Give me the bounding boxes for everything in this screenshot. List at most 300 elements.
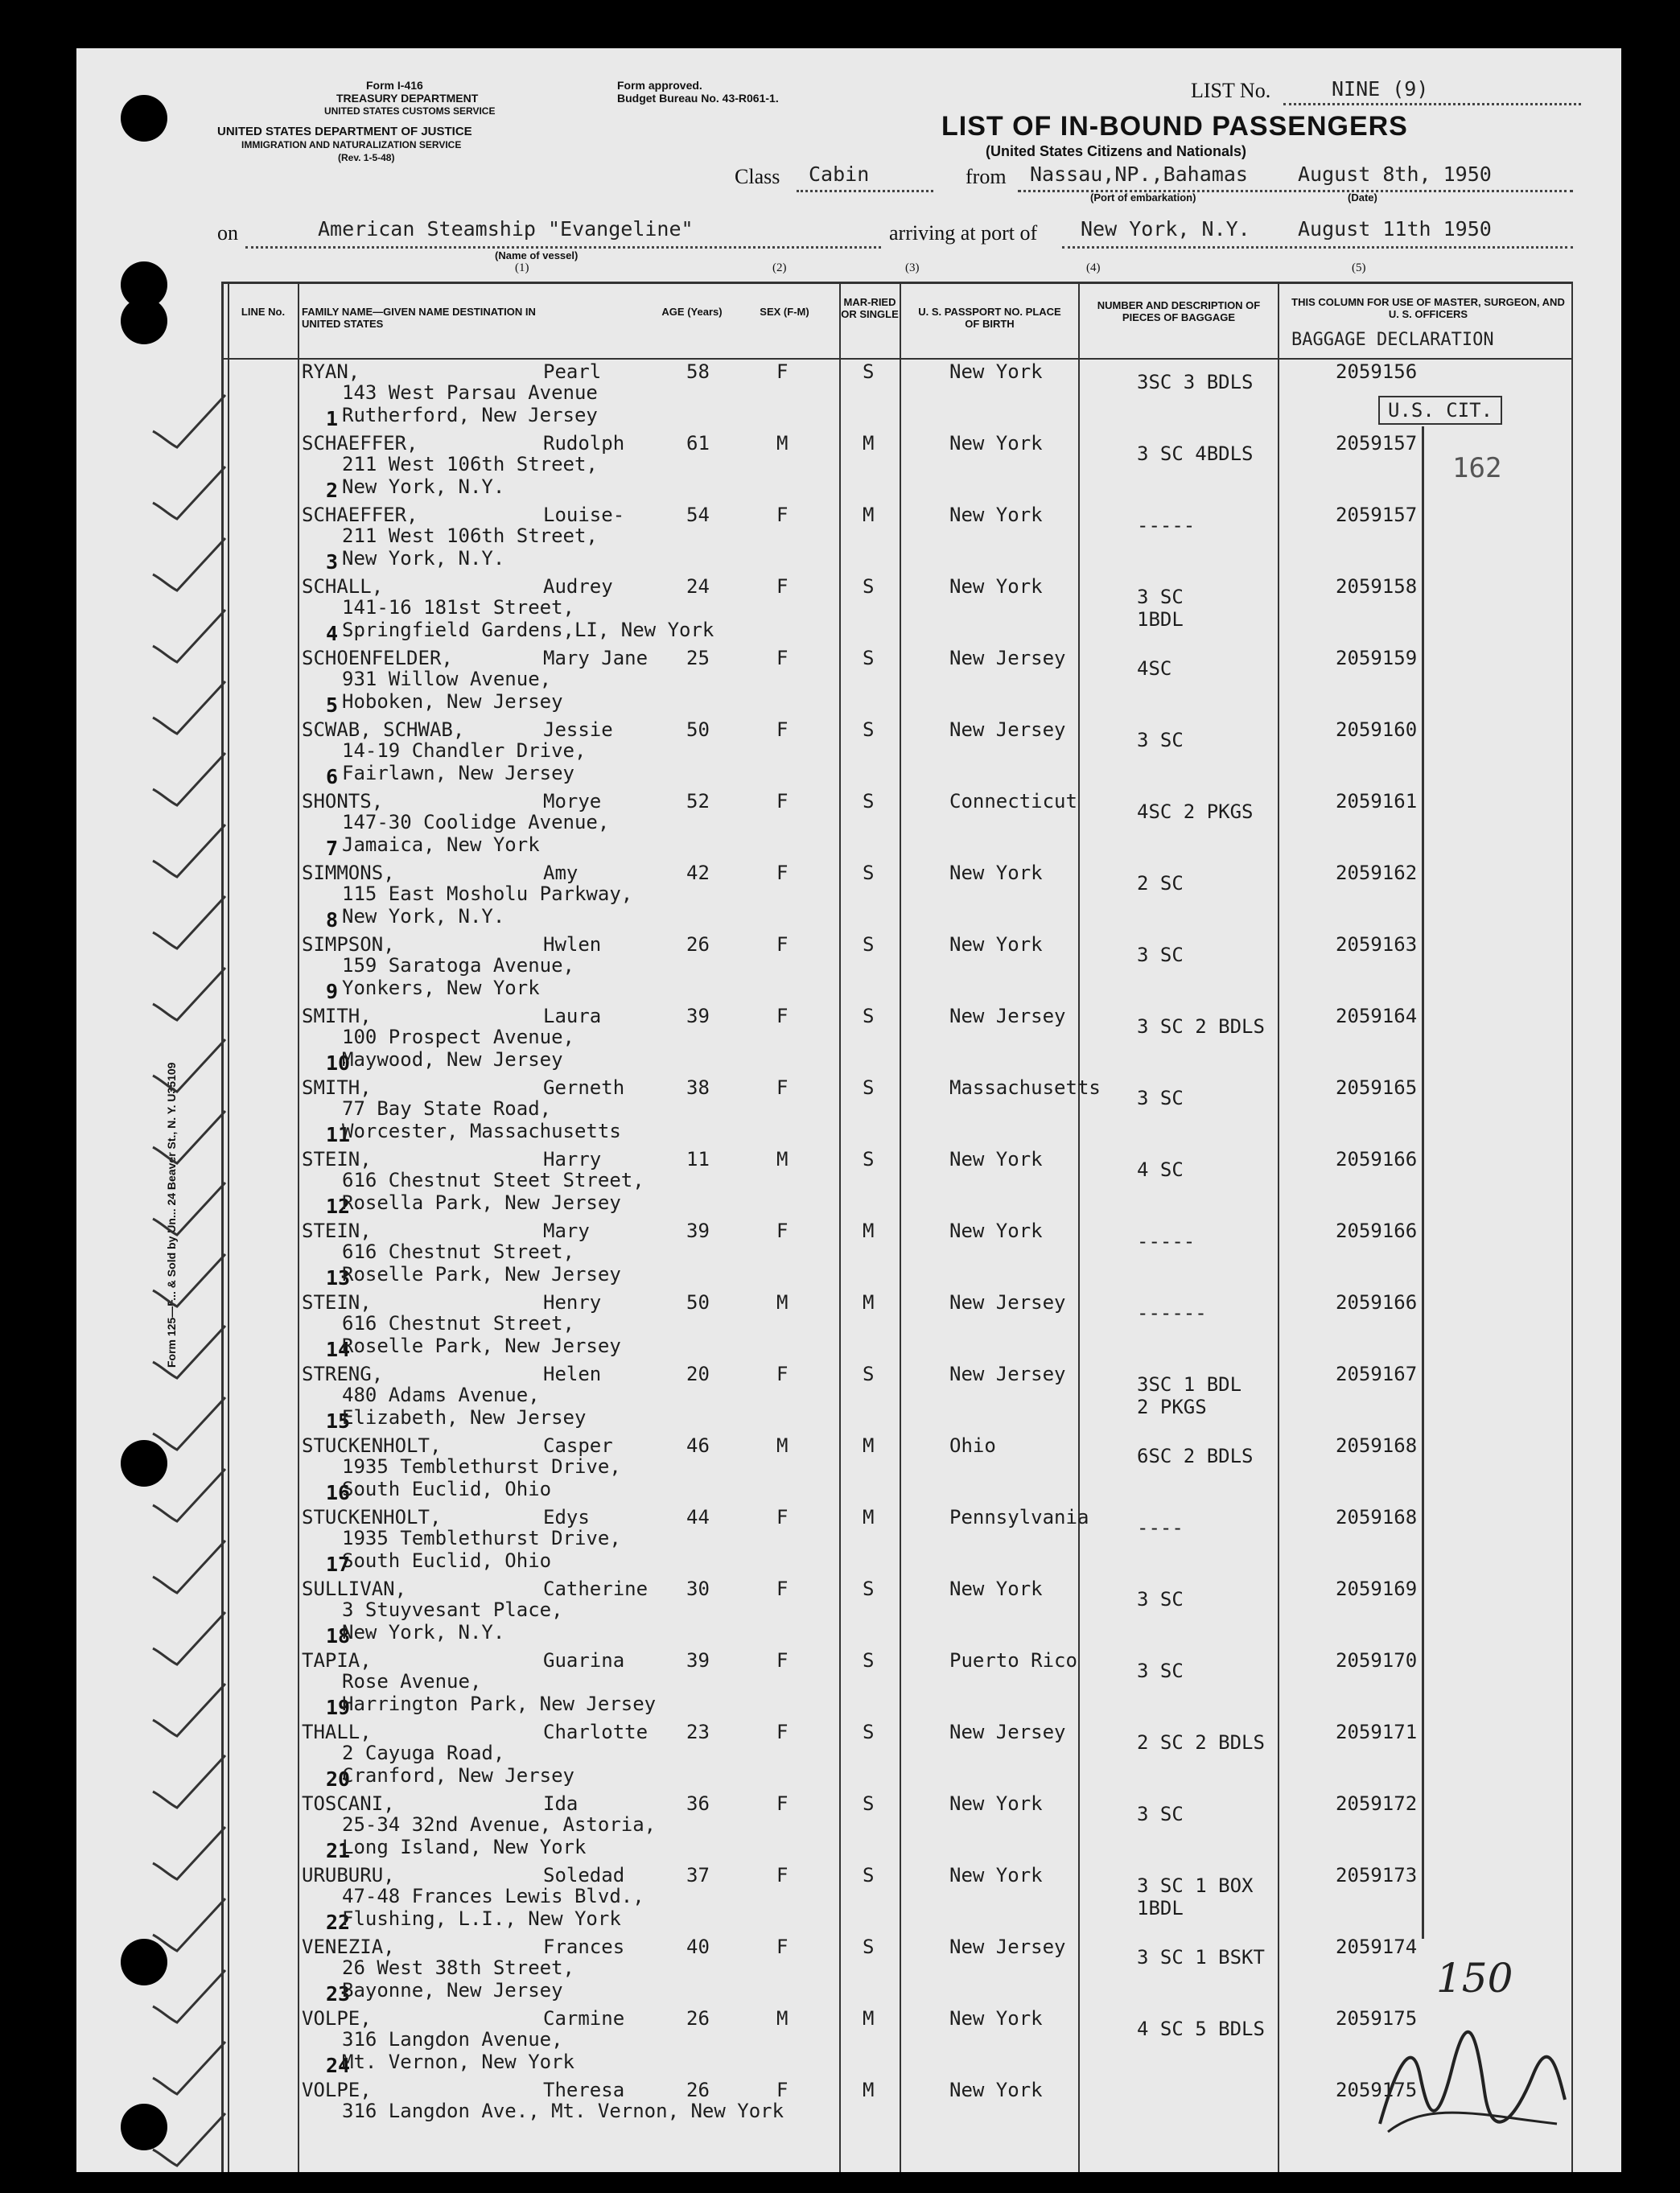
marital-status: S <box>863 647 875 669</box>
given-name: Morye <box>543 790 602 813</box>
sex-value: F <box>776 862 789 884</box>
marital-status: S <box>863 790 875 813</box>
marital-status: S <box>863 575 875 598</box>
sex-value: M <box>776 1434 789 1457</box>
col-num: (5) <box>1352 261 1366 274</box>
declaration-number: 2059169 <box>1336 1578 1418 1600</box>
check-mark-icon <box>145 1895 233 1959</box>
check-mark-icon <box>145 1250 233 1315</box>
check-mark-icon <box>145 463 233 527</box>
check-mark-icon <box>145 964 233 1028</box>
class-value: Cabin <box>809 163 870 186</box>
col-header-line: LINE No. <box>241 306 286 318</box>
arriving-label: arriving at port of <box>889 221 1038 245</box>
place-of-birth: New Jersey <box>949 1936 1066 1958</box>
sex-value: F <box>776 1792 789 1815</box>
marital-status: M <box>863 432 875 455</box>
age-value: 40 <box>686 1936 710 1958</box>
marital-status: S <box>863 1864 875 1886</box>
declaration-number: 2059160 <box>1336 718 1418 741</box>
line-number: 19 <box>326 1696 351 1719</box>
given-name: Rudolph <box>543 432 625 455</box>
form-page <box>76 48 1621 2172</box>
marital-status: S <box>863 1005 875 1027</box>
address-line: 26 West 38th Street, <box>342 1956 574 1979</box>
col-num: (1) <box>515 261 529 274</box>
line-number: 10 <box>326 1051 351 1075</box>
address-line: 77 Bay State Road, <box>342 1097 552 1120</box>
table-row <box>221 1576 1573 1648</box>
ins-service: IMMIGRATION AND NATURALIZATION SERVICE <box>241 139 462 150</box>
baggage-desc: 3 SC <box>1137 586 1184 608</box>
address-line: 1935 Temblethurst Drive, <box>342 1455 621 1478</box>
baggage-desc: 3 SC <box>1137 1803 1184 1825</box>
check-mark-icon <box>145 1680 233 1744</box>
check-mark-icon <box>145 1465 233 1529</box>
given-name: Mary <box>543 1220 590 1242</box>
line-number: 4 <box>326 622 339 645</box>
place-of-birth: New York <box>949 1148 1043 1171</box>
family-name: SCHAEFFER, <box>302 432 418 455</box>
age-value: 36 <box>686 1792 710 1815</box>
baggage-desc: 3 SC <box>1137 944 1184 966</box>
baggage-desc: 3SC 3 BDLS <box>1137 371 1254 393</box>
family-name: STEIN, <box>302 1148 372 1171</box>
sex-value: M <box>776 432 789 455</box>
age-value: 52 <box>686 790 710 813</box>
table-row <box>221 1934 1573 2006</box>
address-line: 211 West 106th Street, <box>342 453 598 475</box>
given-name: Soledad <box>543 1864 625 1886</box>
check-mark-icon <box>145 892 233 957</box>
line-number: 8 <box>326 908 339 932</box>
arrival-port: New York, N.Y. <box>1081 217 1250 241</box>
baggage-desc-extra: 2 PKGS <box>1137 1396 1207 1418</box>
place-of-birth: Pennsylvania <box>949 1506 1089 1529</box>
place-of-birth: New Jersey <box>949 1721 1066 1743</box>
age-value: 58 <box>686 360 710 383</box>
address-city: Mt. Vernon, New York <box>342 2051 574 2073</box>
check-mark-icon <box>145 1608 233 1673</box>
table-row <box>221 1290 1573 1361</box>
marital-status: M <box>863 504 875 526</box>
sex-value: M <box>776 1291 789 1314</box>
given-name: Frances <box>543 1936 625 1958</box>
check-mark-icon <box>145 2109 233 2172</box>
family-name: SCHAEFFER, <box>302 504 418 526</box>
address-line: 616 Chestnut Street, <box>342 1241 574 1263</box>
declaration-number: 2059170 <box>1336 1649 1418 1672</box>
age-value: 26 <box>686 933 710 956</box>
baggage-desc: 4SC <box>1137 657 1172 680</box>
family-name: SCWAB, SCHWAB, <box>302 718 465 741</box>
age-value: 23 <box>686 1721 710 1743</box>
col-header-baggage: NUMBER AND DESCRIPTION OF PIECES OF BAGGAGE <box>1097 299 1261 323</box>
address-city: New York, N.Y. <box>342 475 505 498</box>
address-line: 3 Stuyvesant Place, <box>342 1598 563 1621</box>
given-name: Ida <box>543 1792 579 1815</box>
table-row <box>221 1648 1573 1719</box>
col-header-declaration: BAGGAGE DECLARATION <box>1291 330 1494 350</box>
family-name: STRENG, <box>302 1363 384 1385</box>
address-city: Long Island, New York <box>342 1836 587 1858</box>
vertical-ink-line <box>1422 426 1424 1939</box>
address-city: South Euclid, Ohio <box>342 1478 552 1500</box>
list-no-label: LIST No. <box>1191 79 1271 102</box>
line-number: 2 <box>326 479 339 502</box>
given-name: Catherine <box>543 1578 649 1600</box>
sex-value: F <box>776 1864 789 1886</box>
address-city: Worcester, Massachusetts <box>342 1120 621 1142</box>
family-name: STUCKENHOLT, <box>302 1434 442 1457</box>
given-name: Harry <box>543 1148 602 1171</box>
table-row <box>221 645 1573 717</box>
declaration-number: 2059173 <box>1336 1864 1418 1886</box>
page-number: 162 <box>1452 452 1502 484</box>
baggage-desc-extra: 1BDL <box>1137 608 1184 631</box>
line-number: 17 <box>326 1553 351 1576</box>
declaration-number: 2059171 <box>1336 1721 1418 1743</box>
sex-value: F <box>776 718 789 741</box>
address-line: 147-30 Coolidge Avenue, <box>342 811 610 833</box>
address-city: Hoboken, New Jersey <box>342 690 563 713</box>
check-mark-icon <box>145 1537 233 1601</box>
baggage-desc: 4 SC 5 BDLS <box>1137 2018 1265 2040</box>
sex-value: F <box>776 1578 789 1600</box>
age-value: 26 <box>686 2079 710 2101</box>
declaration-number: 2059165 <box>1336 1076 1418 1099</box>
marital-status: S <box>863 862 875 884</box>
from-value: Nassau,NP.,Bahamas <box>1030 163 1248 186</box>
address-city: New York, N.Y. <box>342 547 505 570</box>
address-line: 2 Cayuga Road, <box>342 1742 505 1764</box>
table-row <box>221 932 1573 1003</box>
place-of-birth: New York <box>949 360 1043 383</box>
place-of-birth: New Jersey <box>949 718 1066 741</box>
sex-value: F <box>776 575 789 598</box>
check-mark-icon <box>145 821 233 885</box>
table-row <box>221 1003 1573 1075</box>
address-line: 159 Saratoga Avenue, <box>342 954 574 977</box>
declaration-number: 2059175 <box>1336 2079 1418 2101</box>
family-name: SIMMONS, <box>302 862 395 884</box>
sex-value: F <box>776 1506 789 1529</box>
marital-status: S <box>863 1792 875 1815</box>
printer-imprint: Form 125—F... & Sold by Un... 24 Beaver St., N. Y. U35109 <box>165 1062 178 1368</box>
given-name: Pearl <box>543 360 602 383</box>
baggage-desc: 6SC 2 BDLS <box>1137 1445 1254 1467</box>
check-mark-icon <box>145 749 233 813</box>
line-number: 12 <box>326 1195 351 1218</box>
given-name: Casper <box>543 1434 613 1457</box>
table-row <box>221 430 1573 502</box>
sex-value: F <box>776 1220 789 1242</box>
sex-value: F <box>776 360 789 383</box>
marital-status: M <box>863 1291 875 1314</box>
line-number: 5 <box>326 693 339 717</box>
baggage-desc: 3 SC 1 BOX <box>1137 1874 1254 1897</box>
check-mark-icon <box>145 606 233 670</box>
place-of-birth: New Jersey <box>949 647 1066 669</box>
family-name: TAPIA, <box>302 1649 372 1672</box>
form-id: Form I-416 <box>366 79 423 92</box>
col-header-age: AGE (Years) <box>661 306 723 318</box>
family-name: SMITH, <box>302 1076 372 1099</box>
vessel-name: American Steamship "Evangeline" <box>318 217 694 241</box>
marital-status: M <box>863 1220 875 1242</box>
declaration-number: 2059168 <box>1336 1434 1418 1457</box>
declaration-number: 2059161 <box>1336 790 1418 813</box>
given-name: Henry <box>543 1291 602 1314</box>
baggage-desc: ------ <box>1137 1302 1207 1324</box>
line-number: 3 <box>326 550 339 574</box>
line-number: 14 <box>326 1338 351 1361</box>
baggage-desc: 3 SC <box>1137 1660 1184 1682</box>
age-value: 39 <box>686 1005 710 1027</box>
address-city: Bayonne, New Jersey <box>342 1979 563 2002</box>
age-value: 44 <box>686 1506 710 1529</box>
table-row <box>221 1361 1573 1433</box>
place-of-birth: New York <box>949 432 1043 455</box>
address-line: 211 West 106th Street, <box>342 525 598 547</box>
given-name: Guarina <box>543 1649 625 1672</box>
address-city: Roselle Park, New Jersey <box>342 1263 621 1286</box>
check-mark-icon <box>145 1179 233 1243</box>
arrival-date: August 11th 1950 <box>1298 217 1492 241</box>
address-city: Harrington Park, New Jersey <box>342 1693 657 1715</box>
marital-status: S <box>863 360 875 383</box>
col-header-name: FAMILY NAME—GIVEN NAME DESTINATION IN UNITED STATES <box>302 306 536 330</box>
line-number: 21 <box>326 1839 351 1862</box>
sex-value: F <box>776 1076 789 1099</box>
address-city: Springfield Gardens,LI, New York <box>342 619 714 641</box>
family-name: STEIN, <box>302 1220 372 1242</box>
declaration-number: 2059168 <box>1336 1506 1418 1529</box>
family-name: URUBURU, <box>302 1864 395 1886</box>
binder-hole <box>121 298 167 344</box>
sex-value: F <box>776 647 789 669</box>
table-row <box>221 1791 1573 1862</box>
age-value: 42 <box>686 862 710 884</box>
declaration-number: 2059167 <box>1336 1363 1418 1385</box>
given-name: Edys <box>543 1506 590 1529</box>
place-of-birth: New Jersey <box>949 1005 1066 1027</box>
marital-status: M <box>863 1434 875 1457</box>
address-line: 616 Chestnut Street, <box>342 1312 574 1335</box>
address-line: Rose Avenue, <box>342 1670 482 1693</box>
officer-signature <box>1364 2019 1573 2140</box>
col-header-sex: SEX (F-M) <box>760 306 809 318</box>
col-num: (3) <box>905 261 920 274</box>
place-of-birth: New York <box>949 1578 1043 1600</box>
age-value: 50 <box>686 718 710 741</box>
address-line: 1935 Temblethurst Drive, <box>342 1527 621 1549</box>
age-value: 24 <box>686 575 710 598</box>
given-name: Helen <box>543 1363 602 1385</box>
marital-status: S <box>863 1721 875 1743</box>
age-value: 39 <box>686 1220 710 1242</box>
place-of-birth: New York <box>949 504 1043 526</box>
baggage-desc: 3 SC 1 BSKT <box>1137 1946 1265 1969</box>
check-mark-icon <box>145 1393 233 1458</box>
declaration-number: 2059163 <box>1336 933 1418 956</box>
given-name: Gerneth <box>543 1076 625 1099</box>
check-mark-icon <box>145 2038 233 2102</box>
line-number: 15 <box>326 1409 351 1433</box>
table-row <box>221 860 1573 932</box>
line-number: 20 <box>326 1767 351 1791</box>
place-of-birth: Puerto Rico <box>949 1649 1077 1672</box>
check-mark-icon <box>145 1966 233 2030</box>
table-row <box>221 1218 1573 1290</box>
line-number: 11 <box>326 1123 351 1146</box>
given-name: Audrey <box>543 575 613 598</box>
declaration-number: 2059175 <box>1336 2007 1418 2030</box>
form-approved: Form approved. <box>617 79 702 92</box>
place-of-birth: Ohio <box>949 1434 996 1457</box>
given-name: Mary Jane <box>543 647 649 669</box>
declaration-number: 2059166 <box>1336 1291 1418 1314</box>
address-city: South Euclid, Ohio <box>342 1549 552 1572</box>
vessel-caption: (Name of vessel) <box>495 249 579 261</box>
family-name: SCHOENFELDER, <box>302 647 453 669</box>
sex-value: F <box>776 2079 789 2101</box>
address-line: 141-16 181st Street, <box>342 596 574 619</box>
given-name: Theresa <box>543 2079 625 2101</box>
address-line: 115 East Mosholu Parkway, <box>342 883 633 905</box>
line-number: 18 <box>326 1624 351 1648</box>
sex-value: F <box>776 504 789 526</box>
address-line: 316 Langdon Avenue, <box>342 2028 563 2051</box>
marital-status: M <box>863 2079 875 2101</box>
marital-status: S <box>863 1148 875 1171</box>
check-mark-icon <box>145 1322 233 1386</box>
declaration-number: 2059166 <box>1336 1220 1418 1242</box>
passenger-table <box>221 282 1573 2172</box>
sex-value: F <box>776 1363 789 1385</box>
age-value: 61 <box>686 432 710 455</box>
class-label: Class <box>735 165 780 188</box>
family-name: SULLIVAN, <box>302 1578 407 1600</box>
age-value: 37 <box>686 1864 710 1886</box>
check-mark-icon <box>145 1823 233 1887</box>
family-name: THALL, <box>302 1721 372 1743</box>
baggage-desc: 4SC 2 PKGS <box>1137 800 1254 823</box>
list-no-value: NINE (9) <box>1332 77 1429 101</box>
address-city: Yonkers, New York <box>342 977 540 999</box>
line-number: 9 <box>326 980 339 1003</box>
place-of-birth: New Jersey <box>949 1291 1066 1314</box>
address-line: 14-19 Chandler Drive, <box>342 739 587 762</box>
table-row <box>221 574 1573 645</box>
place-of-birth: New York <box>949 2007 1043 2030</box>
marital-status: S <box>863 718 875 741</box>
given-name: Hwlen <box>543 933 602 956</box>
on-label: on <box>217 221 238 245</box>
col-num: (4) <box>1086 261 1101 274</box>
date-embarkation: August 8th, 1950 <box>1298 163 1492 186</box>
declaration-number: 2059157 <box>1336 504 1418 526</box>
embark-caption: (Port of embarkation) <box>1090 191 1196 204</box>
age-value: 39 <box>686 1649 710 1672</box>
table-row <box>221 1075 1573 1146</box>
family-name: TOSCANI, <box>302 1792 395 1815</box>
check-mark-icon <box>145 391 233 455</box>
sex-value: F <box>776 1005 789 1027</box>
table-row <box>221 717 1573 788</box>
declaration-number: 2059174 <box>1336 1936 1418 1958</box>
place-of-birth: New York <box>949 575 1043 598</box>
family-name: STEIN, <box>302 1291 372 1314</box>
passenger-rows <box>221 359 1573 2169</box>
age-value: 26 <box>686 2007 710 2030</box>
given-name: Jessie <box>543 718 613 741</box>
from-label: from <box>966 165 1007 188</box>
address-city: Rutherford, New Jersey <box>342 404 598 426</box>
declaration-number: 2059157 <box>1336 432 1418 455</box>
age-value: 50 <box>686 1291 710 1314</box>
table-row <box>221 788 1573 860</box>
handwritten-initials: 150 <box>1436 1955 1513 2002</box>
address-city: Fairlawn, New Jersey <box>342 762 574 784</box>
marital-status: S <box>863 1363 875 1385</box>
family-name: STUCKENHOLT, <box>302 1506 442 1529</box>
baggage-desc: 3SC 1 BDL <box>1137 1373 1242 1396</box>
age-value: 46 <box>686 1434 710 1457</box>
place-of-birth: Connecticut <box>949 790 1077 813</box>
table-row <box>221 1433 1573 1504</box>
citizenship-stamp: U.S. CIT. <box>1378 396 1502 425</box>
baggage-desc: ----- <box>1137 514 1196 537</box>
address-line: 143 West Parsau Avenue <box>342 381 598 404</box>
line-number: 23 <box>326 1982 351 2006</box>
address-line: 25-34 32nd Avenue, Astoria, <box>342 1813 657 1836</box>
age-value: 25 <box>686 647 710 669</box>
check-mark-icon <box>145 534 233 599</box>
marital-status: S <box>863 1649 875 1672</box>
marital-status: M <box>863 1506 875 1529</box>
place-of-birth: New York <box>949 933 1043 956</box>
address-city: Maywood, New Jersey <box>342 1048 563 1071</box>
sex-value: F <box>776 1649 789 1672</box>
line-number: 7 <box>326 837 339 860</box>
marital-status: S <box>863 1578 875 1600</box>
line-number: 13 <box>326 1266 351 1290</box>
declaration-number: 2059158 <box>1336 575 1418 598</box>
marital-status: M <box>863 2007 875 2030</box>
place-of-birth: New York <box>949 1220 1043 1242</box>
col-header-married: MAR-RIED OR SINGLE <box>841 296 899 320</box>
form-title: LIST OF IN-BOUND PASSENGERS <box>941 111 1408 142</box>
address-city: Rosella Park, New Jersey <box>342 1191 621 1214</box>
declaration-number: 2059166 <box>1336 1148 1418 1171</box>
sex-value: F <box>776 1936 789 1958</box>
line-number: 22 <box>326 1911 351 1934</box>
line-number: 24 <box>326 2054 351 2077</box>
line-number: 6 <box>326 765 339 788</box>
table-row <box>221 359 1573 430</box>
marital-status: S <box>863 933 875 956</box>
place-of-birth: New York <box>949 1792 1043 1815</box>
baggage-desc: 2 SC 2 BDLS <box>1137 1731 1265 1754</box>
sex-value: F <box>776 1721 789 1743</box>
age-value: 30 <box>686 1578 710 1600</box>
line-number: 1 <box>326 407 339 430</box>
family-name: SHONTS, <box>302 790 384 813</box>
address-line: 931 Willow Avenue, <box>342 668 552 690</box>
baggage-desc: 2 SC <box>1137 872 1184 895</box>
age-value: 20 <box>686 1363 710 1385</box>
